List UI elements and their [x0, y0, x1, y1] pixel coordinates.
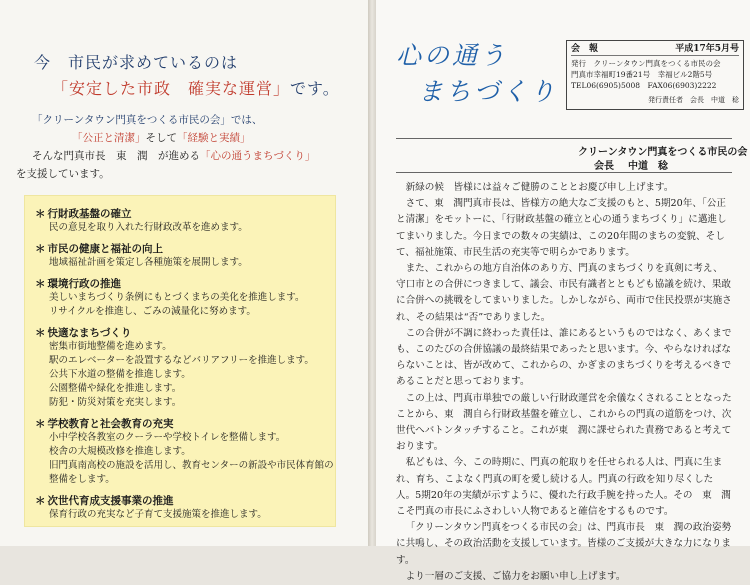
letter-paragraph: さて、東 潤門真市長は、皆様方の絶大なご支援のもと、5期20年、「公正と清潔」をモットーに、「行財政基盤の確立と心の通うまちづくり」に邁進してまいりました。今日までの数々の実績は、この20年間のまちの変貌、そして、福祉施策、市民生活の充実等で明らかであります。: [396, 198, 727, 258]
title-line1: 心の通う: [396, 41, 509, 70]
president: [594, 157, 682, 172]
policy-title: ＊ 快適なまちづくり: [35, 325, 335, 340]
letter-paragraph: 「クリーンタウン門真をつくる市民の会」は、門真市長 東 潤の政治姿勢に共鳴し、その政治活動を支援しています。皆様のご支援が大きな力になります。: [396, 522, 732, 566]
policy-item: [35, 241, 335, 270]
intro-line1: 「クリーンタウン門真をつくる市民の会」では、: [32, 114, 263, 126]
policy-detail: リサイクルを推進し、ごみの減量化に努めます。: [49, 306, 256, 317]
letter-paragraph: この上は、門真市単独での厳しい行財政運営を余儀なくされることとなったことから、東 潤自ら行財政基盤を確立し、これからの門真の道筋をつけ、次世代へバトンタッチすること。これが東 潤に課せられた責務であると考えております。: [396, 392, 732, 453]
policy-box: [24, 195, 336, 527]
letter-paragraph: 新緑の候 皆様には益々ご健勝のこととお慶び申し上げます。: [405, 182, 674, 193]
intro-phrase-heart: 「心の通うまちづくり」: [200, 150, 316, 162]
policy-item: [35, 276, 335, 319]
policy-item: [35, 493, 335, 522]
headline-suffix: です。: [290, 79, 340, 98]
policy-title: ＊ 次世代育成支援事業の推進: [35, 493, 335, 508]
policy-detail: 旧門真南高校の施設を活用し、教育センターの新設や市民体育館の整備をします。: [49, 460, 334, 485]
masthead-publisher: 発行 クリーンタウン門真をつくる市民の会: [571, 59, 721, 68]
masthead-address: 門真市幸福町19番21号 幸福ビル2階5号: [571, 70, 713, 79]
masthead-phone: TEL06(6905)5008 FAX06(6903)2222: [571, 81, 717, 90]
policy-title: ＊ 市民の健康と福祉の向上: [35, 241, 335, 256]
policy-detail: 地域福祉計画を策定し各種施策を展開します。: [49, 257, 248, 268]
intro-phrase-fair: 「公正と清潔」: [72, 132, 146, 144]
policy-detail: 密集市街地整備を進めます。: [49, 341, 172, 352]
masthead-date: 平成17年5月号: [675, 44, 739, 54]
headline-line2: [52, 76, 340, 99]
letter-paragraph: この合併が不調に終わった責任は、誰にあるというものではなく、あくまでも、このたびの合併協議の最終結果であったと思います。今、やらなければならないことは、皆が改めて、これからの、かぎまのまちづくりを考えるべきであることだと思っております。: [396, 327, 732, 388]
intro-text: [16, 111, 315, 183]
masthead-issuer: 発行責任者 会長 中道 稔: [648, 96, 739, 104]
intro-line3: [16, 147, 315, 165]
policy-title: ＊ 環境行政の推進: [35, 276, 335, 291]
intro-line2: [16, 129, 315, 147]
org-name: クリーンタウン門真をつくる市民の会: [578, 147, 748, 158]
policy-detail: 防犯・防災対策を充実します。: [49, 397, 182, 408]
policy-detail: 保育行政の充実など子育て支援施策を推進します。: [49, 509, 267, 520]
letter-paragraph: 私どもは、今、この時期に、門真の舵取りを任せられる人は、門真に生まれ、育ち、こよなく門真の町を愛し続ける人。門真の行政を知り尽くした人。5期20年の実績が示すように、優れた行政手腕を持った人。その 東 潤 こそ門真の市長にふさわしい人物であると確信をするものです。: [396, 457, 741, 518]
intro-line4: を支援しています。: [16, 168, 110, 180]
president-name: 中道 稔: [628, 161, 668, 172]
divider-bottom: [396, 172, 732, 173]
headline-line1: 今 市民が求めているのは: [34, 53, 239, 72]
policy-title: ＊ 行財政基盤の確立: [35, 206, 335, 221]
president-role: 会長: [594, 161, 614, 172]
masthead-label: 会 報: [571, 44, 599, 54]
policy-detail: 公共下水道の整備を推進します。: [49, 369, 191, 380]
letter-paragraph: より一層のご支援、ご協力をお願い申し上げます。: [405, 570, 626, 582]
policy-detail: 小中学校各教室のクーラーや学校トイレを整備します。: [49, 432, 286, 443]
policy-list: [25, 196, 335, 522]
policy-detail: 美しいまちづくり条例にもとづくまちの美化を推進します。: [49, 292, 305, 303]
intro-phrase-experience: 「経験と実績」: [177, 132, 251, 144]
intro-conjunction: そして: [145, 132, 177, 144]
right-page: [376, 0, 750, 582]
policy-item: [35, 325, 335, 410]
intro-mayor: そんな門真市長 東 潤 が進める: [32, 150, 200, 162]
left-page: [0, 0, 370, 546]
policy-title: ＊ 学校教育と社会教育の充実: [35, 416, 335, 431]
policy-item: [35, 206, 335, 235]
policy-detail: 民の意見を取り入れた行財政改革を進めます。: [49, 222, 248, 233]
headline-quote: 「安定した市政 確実な運営」: [52, 79, 291, 98]
letter-paragraph: また、これからの地方自治体のあり方、門真のまちづくりを真剣に考え、守口市との合併につきまして、議会、市民有識者とともども協議を続け、果敢に合併への挑戦をしてまいりました。しかしながら、両市で住民投票が実施され、その結果は“否”でありました。: [396, 263, 732, 323]
masthead: [566, 40, 744, 110]
divider-top: [396, 138, 732, 139]
policy-item: [35, 416, 335, 487]
policy-detail: 公園整備や緑化を推進します。: [49, 383, 182, 394]
policy-detail: 駅のエレベーターを設置するなどバリアフリーを推進します。: [49, 355, 314, 366]
title-line2: まちづくり: [418, 77, 558, 106]
letter-body: [396, 180, 741, 585]
policy-detail: 校舎の大規模改修を推進します。: [49, 446, 191, 457]
